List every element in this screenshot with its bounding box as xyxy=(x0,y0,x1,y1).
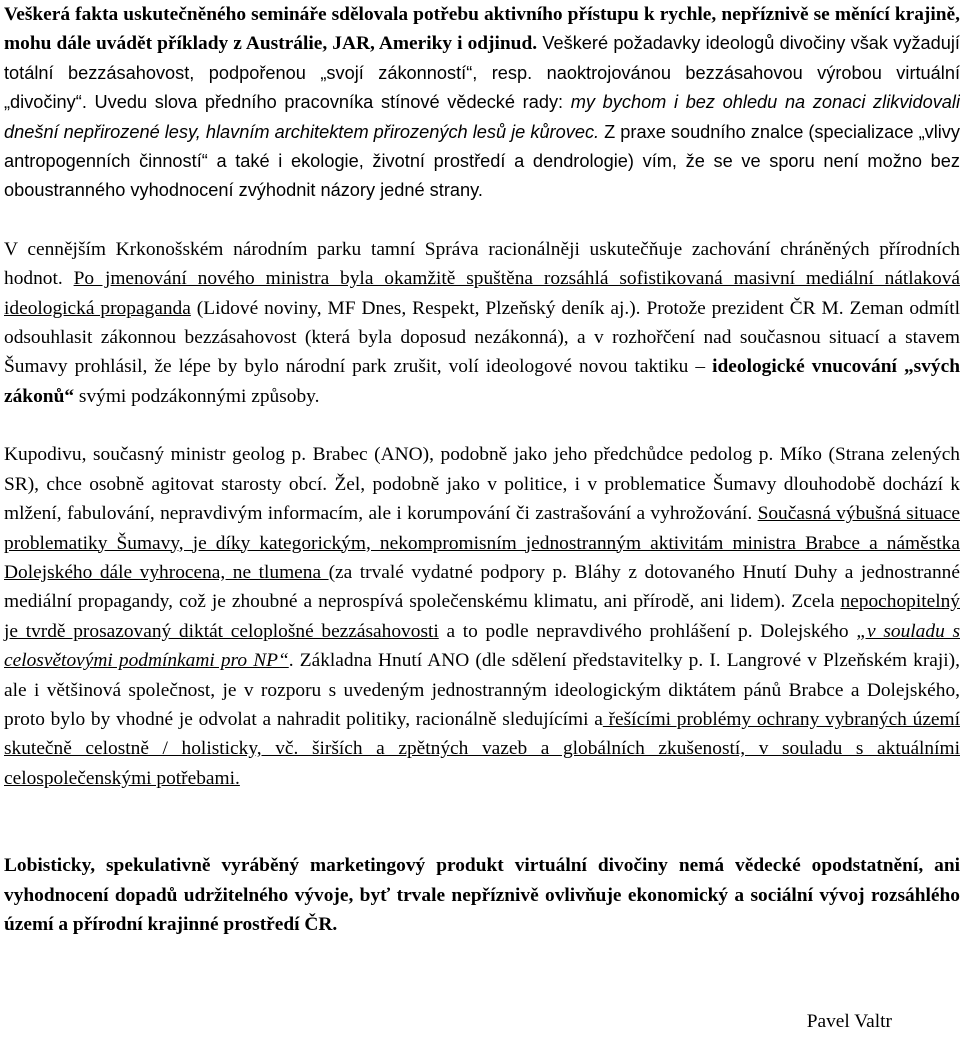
paragraph-gap xyxy=(4,793,960,851)
p3-minister-sentence: Kupodivu, současný ministr geolog p. Brabec (ANO), podobně jako jeho předchůdce pedolog p. Míko (Strana zelených SR), chce osobně agitovat starosty obcí. Žel, podobně jako v politice, i v problematice Šumavy dlouhodobě dochází k mlžení, fabulování, nepravdivým informacím, ale i korumpování či zastrašování a vyhrožování. xyxy=(4,444,960,525)
p2-krnap-sentence: V cennějším Krkonošském národním parku tamní Správa racionálněji uskutečňuje zachování chráněných přírodních hodnot. xyxy=(4,238,960,290)
p3-situation-underlined: Současná výbušná situace problematiky Šumavy, je díky kategorickým, nekompromisním jednostranným aktivitám ministra Brabce a náměstka Dolejského dále vyhrocena, ne tlumena xyxy=(4,503,960,583)
p3-statement-intro: a to podle nepravdivého prohlášení p. Dolejského xyxy=(438,620,857,642)
paragraph-gap xyxy=(4,206,960,235)
p2-ending: svými podzákonnými způsoby. xyxy=(74,385,320,407)
paragraph-gap xyxy=(4,411,960,440)
p1-quote: my bychom i bez ohledu na zonaci zlikvidovali dnešní nepřirozené lesy, hlavním architektem přirozených lesů je kůrovec. xyxy=(4,92,960,142)
p1-expert-sentence: Z praxe soudního znalce (specializace „vlivy antropogenních činností“ a také i ekologie, životní prostředí a dendrologie) vím, že se ve sporu není možno bez oboustranného vyhodnocení zvýhodnit názory jedné strany. xyxy=(4,121,960,201)
p3-quote-underlined: „v souladu s celosvětovými podmínkami pro NP“ xyxy=(4,620,960,672)
p2-propaganda-underlined: Po jmenování nového ministra byla okamžitě spuštěna rozsáhlá sofistikovaná masivní mediální nátlaková ideologická propaganda xyxy=(4,268,960,319)
paragraph-1 xyxy=(4,0,960,206)
p3-solution-underlined: řešícími problémy ochrany vybraných území skutečně celostně / holisticky, vč. širších a zpětných vazeb a globálních zkušeností, v souladu s aktuálními celospolečenskými potřebami. xyxy=(4,708,960,789)
paragraph-4-conclusion: Lobisticky, spekulativně vyráběný marketingový produkt virtuální divočiny nemá vědecké opodstatnění, ani vyhodnocení dopadů udržitelného vývoje, byť trvale nepříznivě ovlivňuje ekonomický a sociální vývoj rozsáhlého území a přírodní krajinné prostředí ČR. xyxy=(4,855,960,935)
author-signature: Pavel Valtr xyxy=(806,1011,892,1032)
paragraph-2 xyxy=(4,235,960,411)
p1-quote-intro: Uvedu slova předního pracovníka stínové vědecké rady: xyxy=(86,92,571,113)
p3-support-sentence: (za trvalé vydatné podpory p. Bláhy z dotovaného Hnutí Duhy a jednostranné mediální propagandy, což je zhoubné a neprospívá společenskému klimatu, ani přírodě, ani lidem). Zcela xyxy=(4,561,960,613)
p1-ideologues-sentence: Veškeré požadavky ideologů divočiny však vyžadují totální bezzásahovost, podpořenou „svojí zákonností“, resp. naoktrojovánou bezzásahovou výrobou virtuální „divočiny“. xyxy=(4,33,960,113)
paragraph-3 xyxy=(4,440,960,793)
p3-dictate-underlined: nepochopitelný je tvrdě prosazovaný diktát celoplošné bezzásahovosti xyxy=(4,591,960,642)
p2-imposition-bold: ideologické vnucování „svých zákonů“ xyxy=(4,356,960,407)
p3-ano-sentence: . Základna Hnutí ANO (dle sdělení představitelky p. I. Langrové v Plzeňském kraji), ale i většinová společnost, je v rozporu s uvedeným jednostranným ideologickým diktátem pánů Brabce a Dolejského, proto bylo by vhodné je odvolat a nahradit politiky, racionálně sledujícími a xyxy=(4,650,960,730)
p2-president-sentence: (Lidové noviny, MF Dnes, Respekt, Plzeňský deník aj.). Protože prezident ČR M. Zeman odmítl odsouhlasit zákonnou bezzásahovost (která byla doposud nezákonná), a v rozhořčení nad současnou situací a stavem Šumavy prohlásil, že lépe by bylo národní park zrušit, volí ideologové novou taktiku – xyxy=(4,297,960,378)
p1-bold-intro: Veškerá fakta uskutečněného semináře sdělovala potřebu aktivního přístupu k rychle, nepříznivě se měnící krajině, mohu dále uvádět příklady z Austrálie, JAR, Ameriky i odjinud. xyxy=(4,4,960,55)
